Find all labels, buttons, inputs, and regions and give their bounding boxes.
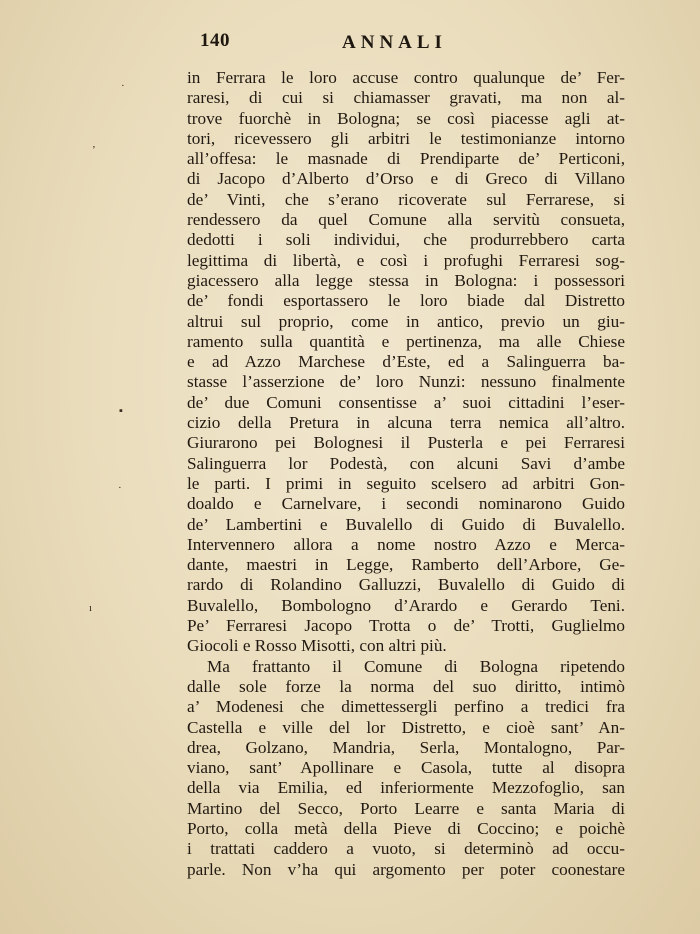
paragraph-start-line: Ma frattanto il Comune di Bologna ripetendo	[207, 656, 625, 676]
text-line: rardo di Rolandino Galluzzi, Buvalello di Guido di	[187, 575, 625, 595]
text-line: in Ferrara le loro accuse contro qualunque de’ Fer-	[187, 68, 625, 87]
text-line: Intervennero allora a nome nostro Azzo e Merca-	[187, 534, 625, 554]
text-line: Castella e ville del lor Distretto, e cioè sant’ An-	[187, 717, 625, 737]
running-head: ANNALI	[342, 32, 447, 53]
text-line: della via Emilia, ed inferiormente Mezzofoglio, san	[187, 778, 625, 798]
text-line: cizio della Pretura in alcuna terra nemica all’altro.	[187, 413, 625, 433]
text-line: altrui sul proprio, come in antico, previo un giu-	[187, 311, 625, 331]
text-line: tori, ricevessero gli arbitri le testimonianze intorno	[187, 128, 625, 148]
margin-speck: ·	[118, 482, 122, 494]
text-line: dedotti i soli individui, che produrrebbero carta	[187, 230, 625, 250]
text-line: giacessero alla legge stessa in Bologna: i possessori	[187, 270, 625, 290]
text-line: all’offesa: le masnade di Prendiparte de’ Perticoni,	[187, 149, 625, 169]
margin-speck: ‚	[92, 138, 96, 150]
text-line: parle. Non v’ha qui argomento per poter coonestare	[187, 859, 625, 879]
text-line: doaldo e Carnelvare, i secondi nominarono Guido	[187, 494, 625, 514]
text-line: rendessero da quel Comune alla servitù consueta,	[187, 210, 625, 230]
text-line: Pe’ Ferraresi Jacopo Trotta o de’ Trotti, Guglielmo	[187, 616, 625, 636]
text-line: drea, Golzano, Mandria, Serla, Montalogno, Par-	[187, 737, 625, 757]
text-line: di Jacopo d’Alberto d’Orso e di Greco di Villano	[187, 169, 625, 189]
page-number: 140	[200, 30, 230, 51]
text-line: le parti. I primi in seguito scelsero ad arbitri Gon-	[187, 473, 625, 493]
text-line: a’ Modenesi che dimettessergli perfino a tredici fra	[187, 697, 625, 717]
text-line: raresi, di cui si chiamasser gravati, ma non al-	[187, 88, 625, 108]
body-text	[187, 68, 625, 880]
text-line: Giurarono pei Bolognesi il Pusterla e pei Ferraresi	[187, 433, 625, 453]
text-line: de’ Vinti, che s’erano ricoverate sul Ferrarese, si	[187, 189, 625, 209]
text-line: de’ due Comuni consentisse a’ suoi cittadini l’eser-	[187, 392, 625, 412]
text-line: de’ Lambertini e Buvalello di Guido di Buvalello.	[187, 514, 625, 534]
text-line: legittima di libertà, e così i profughi Ferraresi sog-	[187, 250, 625, 270]
text-line: Salinguerra lor Podestà, con alcuni Savi d’ambe	[187, 453, 625, 473]
margin-speck: ı	[89, 602, 93, 614]
text-line: i trattati caddero a vuoto, si determinò ad occu-	[187, 839, 625, 859]
text-line: viano, sant’ Apollinare e Casola, tutte al disopra	[187, 758, 625, 778]
margin-speck: ▪	[119, 405, 123, 417]
text-line: ramento sulla quantità e pertinenza, ma alle Chiese	[187, 331, 625, 351]
text-line: Porto, colla metà della Pieve di Coccino; e poichè	[187, 818, 625, 838]
page-header	[200, 30, 500, 58]
text-line: stasse l’asserzione de’ loro Nunzi: nessuno finalmente	[187, 372, 625, 392]
text-line: de’ fondi esportassero le loro biade dal Distretto	[187, 291, 625, 311]
text-line: Martino del Secco, Porto Learre e santa Maria di	[187, 798, 625, 818]
text-line: dalle sole forze la norma del suo diritto, intimò	[187, 676, 625, 696]
text-line: trove fuorchè in Bologna; se così piacesse agli at-	[187, 108, 625, 128]
text-line: Buvalello, Bombologno d’Arardo e Gerardo Teni.	[187, 595, 625, 615]
text-line: e ad Azzo Marchese d’Este, ed a Salinguerra ba-	[187, 352, 625, 372]
paragraph-end-line: Giocoli e Rosso Misotti, con altri più.	[187, 636, 447, 656]
margin-speck: ·	[121, 80, 125, 92]
text-line: dante, maestri in Legge, Ramberto dell’Arbore, Ge-	[187, 555, 625, 575]
